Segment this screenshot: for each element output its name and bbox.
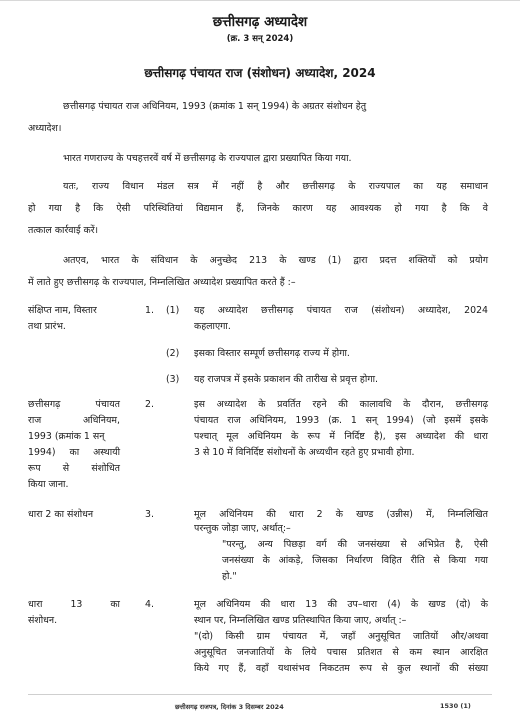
intro-para-4-line-2: में लाते हुए छत्तीसगढ़ के राज्यपाल, निम्नलिखित अध्यादेश प्रख्यापित करते हैं :– (28, 277, 296, 288)
section-1-label-line-2: तथा प्रारंभ. (28, 321, 66, 332)
section-4-text-line-5: किये गए हैं, वहाँ यथासंभव निकटतम रूप से कुल स्थानों की संख्या (194, 663, 488, 674)
section-1-clause-3-number: (3) (166, 374, 180, 385)
section-4-text-line-2: स्थान पर, निम्नलिखित खण्ड प्रतिस्थापित किया जाए, अर्थात् :– (194, 615, 407, 626)
section-3-text-line-2: परन्तुक जोड़ा जाए, अर्थात्:– (194, 523, 291, 534)
section-3-number: 3. (145, 509, 154, 520)
ordinance-number: (क्र. 3 सन् 2024) (226, 34, 294, 44)
gazette-title: छत्तीसगढ़ अध्यादेश (212, 14, 308, 30)
section-1-clause-2-text: इसका विस्तार सम्पूर्ण छत्तीसगढ़ राज्य में होगा. (194, 348, 350, 359)
section-1-clause-1-number: (1) (166, 305, 180, 316)
section-2-text-line-4: 3 से 10 में विनिर्दिष्ट संशोधनों के अध्यधीन रहते हुए प्रभावी होगा. (194, 447, 415, 458)
section-2-number: 2. (145, 399, 154, 410)
section-1-clause-2-number: (2) (166, 348, 180, 359)
intro-para-3-line-1: यतः, राज्य विधान मंडल सत्र में नहीं है और छत्तीसगढ़ के राज्यपाल का यह समाधान (63, 181, 488, 192)
intro-para-4-line-1: अतएव, भारत के संविधान के अनुच्छेद 213 के खण्ड (1) द्वारा प्रदत्त शक्तियों को प्रयोग (63, 255, 488, 266)
section-2-text-line-2: पंचायत राज अधिनियम, 1993 (क्र. 1 सन् 1994) (जो इसमें इसके (194, 415, 488, 426)
top-border (0, 0, 520, 1)
section-3-quote-line-2: जनसंख्या के आंकड़े, जिसका निर्धारण विहित रीति से किया गया (222, 555, 488, 566)
section-1-clause-1-line-1: यह अध्यादेश छत्तीसगढ़ पंचायत राज (संशोधन) अध्यादेश, 2024 (194, 305, 488, 316)
section-2-label-line-5: रूप से संशोधित (28, 463, 120, 474)
ordinance-subtitle: छत्तीसगढ़ पंचायत राज (संशोधन) अध्यादेश, 2024 (144, 66, 376, 80)
section-2-text-line-1: इस अध्यादेश के प्रवर्तित रहने की कालावधि के दौरान, छत्तीसगढ़ (194, 399, 488, 410)
footer-page-number: 1530 (1) (440, 702, 471, 710)
section-3-quote-line-3: हो." (222, 571, 237, 582)
intro-para-2: भारत गणराज्य के पचहत्तरवें वर्ष में छत्तीसगढ़ के राज्यपाल द्वारा प्रख्यापित किया गया. (63, 153, 352, 164)
section-4-text-line-3: "(दो) किसी ग्राम पंचायत में, जहाँ अनुसूचित जातियों और/अथवा (194, 631, 488, 642)
section-1-clause-1-line-2: कहलाएगा. (194, 321, 231, 332)
section-2-label-line-2: राज अधिनियम, (28, 415, 120, 426)
section-1-label-line-1: संक्षिप्त नाम, विस्तार (28, 305, 97, 316)
intro-para-3-line-2: हो गया है कि ऐसी परिस्थितियां विद्यमान हैं, जिनके कारण यह आवश्यक हो गया है कि वे (28, 203, 488, 214)
section-2-label-line-1: छत्तीसगढ़ पंचायत (28, 399, 120, 410)
section-2-label-line-3: 1993 (क्रमांक 1 सन् (28, 431, 105, 442)
section-2-label-line-6: किया जाना. (28, 479, 69, 490)
section-2-text-line-3: पश्चात् मूल अधिनियम के रूप में निर्दिष्ट है), इस अध्यादेश की धारा (194, 431, 488, 442)
intro-para-1-line-2: अध्यादेश। (28, 123, 62, 134)
section-4-text-line-1: मूल अधिनियम की धारा 13 की उप–धारा (4) के खण्ड (दो) के (194, 599, 488, 610)
section-4-label-line-1: धारा 13 का (28, 599, 120, 610)
section-4-number: 4. (145, 599, 154, 610)
section-2-label-line-4: 1994) का अस्थायी (28, 447, 120, 458)
section-3-text-line-1: मूल अधिनियम की धारा 2 के खण्ड (उन्नीस) में, निम्नलिखित (194, 509, 488, 520)
intro-para-3-line-3: तत्काल कार्रवाई करें। (28, 225, 99, 236)
section-4-text-line-4: अनुसूचित जनजातियों के लिये पचास प्रतिशत से कम स्थान आरक्षित (194, 647, 488, 658)
section-4-label-line-2: संशोधन. (28, 615, 58, 626)
section-1-clause-3-text: यह राजपत्र में इसके प्रकाशन की तारीख से प्रवृत्त होगा. (194, 374, 379, 385)
section-1-number: 1. (145, 305, 154, 316)
footer-divider (28, 694, 492, 695)
section-3-quote-line-1: "परन्तु, अन्य पिछड़ा वर्ग की जनसंख्या से अभिप्रेत है, ऐसी (222, 539, 488, 550)
footer-gazette-date: छत्तीसगढ़ राजपत्र, दिनांक 3 दिसम्बर 2024 (175, 703, 284, 711)
section-3-label: धारा 2 का संशोधन (28, 509, 94, 520)
intro-para-1-line-1: छत्तीसगढ़ पंचायत राज अधिनियम, 1993 (क्रमांक 1 सन् 1994) के अग्रतर संशोधन हेतु (63, 101, 367, 112)
